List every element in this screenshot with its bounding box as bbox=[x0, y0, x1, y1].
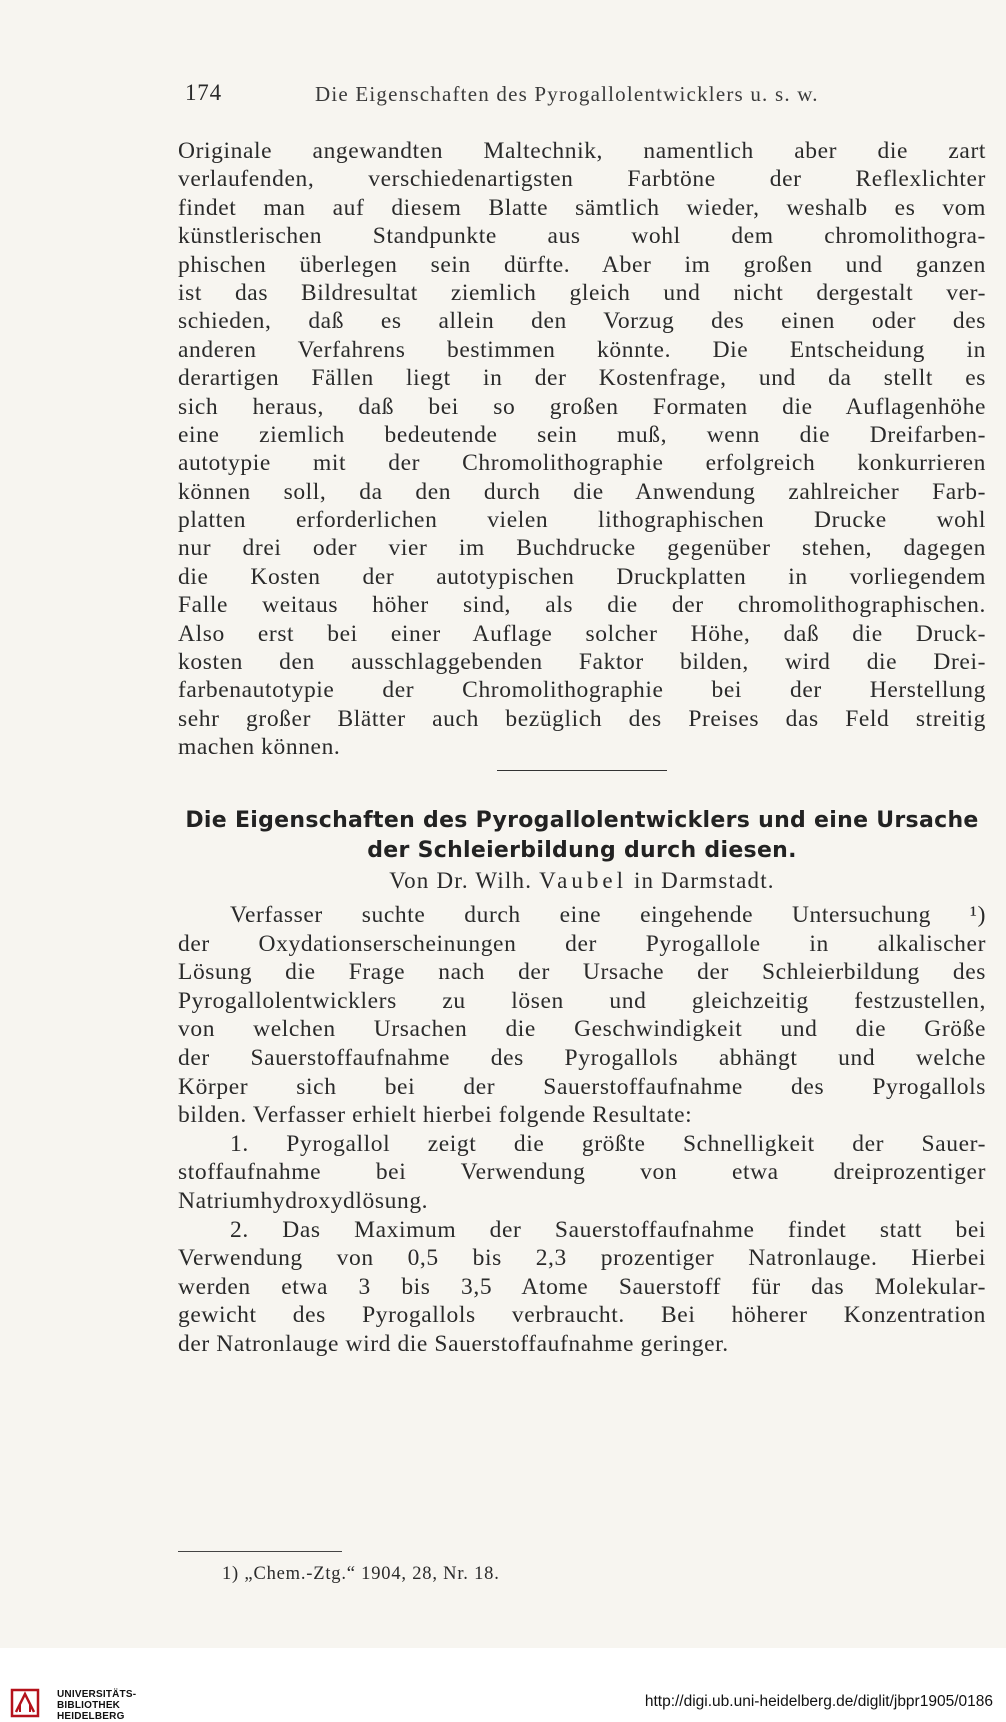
text-line: gewicht des Pyrogallols verbraucht. Bei höherer Konzentration bbox=[178, 1302, 986, 1329]
text-line: Verfasser suchte durch eine eingehende Untersuchung ¹) bbox=[230, 902, 986, 928]
footnote-divider bbox=[178, 1551, 342, 1552]
text-line: nur drei oder vier im Buchdrucke gegenüber stehen, dagegen bbox=[178, 535, 986, 562]
article-title-line-1: Die Eigenschaften des Pyrogallolentwicklers und eine Ursache bbox=[185, 808, 979, 833]
text-line: findet man auf diesem Blatte sämtlich wieder, weshalb es vom bbox=[178, 194, 986, 221]
article-title-line-2: der Schleierbildung durch diesen. bbox=[367, 838, 797, 863]
page-number: 174 bbox=[185, 80, 222, 105]
text-line: schieden, daß es allein den Vorzug des einen oder des bbox=[178, 308, 986, 335]
text-line: ist das Bildresultat ziemlich gleich und nicht dergestalt ver- bbox=[178, 279, 986, 306]
text-line: Verwendung von 0,5 bis 2,3 prozentiger Natronlauge. Hierbei bbox=[178, 1245, 986, 1272]
text-line: Körper sich bei der Sauerstoffaufnahme des Pyrogallols bbox=[178, 1073, 986, 1100]
text-line: werden etwa 3 bis 3,5 Atome Sauerstoff für das Molekular- bbox=[178, 1273, 986, 1300]
text-line: der Natronlauge wird die Sauerstoffaufnahme geringer. bbox=[178, 1330, 729, 1357]
text-line: autotypie mit der Chromolithographie erfolgreich konkurrieren bbox=[178, 450, 986, 477]
text-line: eine ziemlich bedeutende sein muß, wenn die Dreifarben- bbox=[178, 421, 986, 448]
text-line: können soll, da den durch die Anwendung zahlreicher Farb- bbox=[178, 478, 986, 505]
text-line: sich heraus, daß bei so großen Formaten die Auflagenhöhe bbox=[178, 393, 986, 420]
section-divider bbox=[497, 770, 667, 771]
running-title: Die Eigenschaften des Pyrogallolentwicklers u. s. w. bbox=[315, 82, 819, 106]
continued-paragraph bbox=[178, 137, 986, 762]
author-name: Vaubel bbox=[539, 868, 627, 893]
text-line: sehr großer Blätter auch bezüglich des Preises das Feld streitig bbox=[178, 705, 986, 732]
logo-line-2: BIBLIOTHEK bbox=[57, 1700, 121, 1711]
text-line: der Sauerstoffaufnahme des Pyrogallols abhängt und welche bbox=[178, 1044, 986, 1071]
text-line: der Oxydationserscheinungen der Pyrogallole in alkalischer bbox=[178, 930, 986, 957]
logo-line-1: UNIVERSITÄTS- bbox=[57, 1689, 137, 1700]
text-line: anderen Verfahrens bestimmen könnte. Die Entscheidung in bbox=[178, 336, 986, 363]
text-line: bilden. Verfasser erhielt hierbei folgende Resultate: bbox=[178, 1102, 693, 1129]
text-line: Pyrogallolentwicklers zu lösen und gleichzeitig festzustellen, bbox=[178, 987, 986, 1014]
text-line: 2. Das Maximum der Sauerstoffaufnahme findet statt bei bbox=[230, 1216, 986, 1243]
source-url-link[interactable]: http://digi.ub.uni-heidelberg.de/diglit/jbpr1905/0186 bbox=[644, 1693, 993, 1710]
article-author bbox=[178, 868, 986, 894]
text-line: platten erforderlichen vielen lithographischen Drucke wohl bbox=[178, 507, 986, 534]
text-line: Originale angewandten Maltechnik, namentlich aber die zart bbox=[178, 138, 986, 164]
text-line: Lösung die Frage nach der Ursache der Schleierbildung des bbox=[178, 959, 986, 986]
article-body bbox=[178, 901, 986, 1359]
text-line: Also erst bei einer Auflage solcher Höhe, daß die Druck- bbox=[178, 620, 986, 647]
footnote: 1) „Chem.-Ztg.“ 1904, 28, Nr. 18. bbox=[222, 1564, 500, 1584]
text-line: machen können. bbox=[178, 734, 341, 761]
text-line: kosten den ausschlaggebenden Faktor bilden, wird die Drei- bbox=[178, 649, 986, 676]
text-line: die Kosten der autotypischen Druckplatten in vorliegendem bbox=[178, 563, 986, 590]
text-line: Natriumhydroxydlösung. bbox=[178, 1187, 429, 1214]
library-logo-text bbox=[57, 1689, 136, 1722]
text-line: 1. Pyrogallol zeigt die größte Schnelligkeit der Sauer- bbox=[230, 1130, 986, 1157]
text-line: von welchen Ursachen die Geschwindigkeit und die Größe bbox=[178, 1016, 986, 1043]
text-line: Falle weitaus höher sind, als die der chromolithographischen. bbox=[178, 592, 986, 619]
text-line: derartigen Fällen liegt in der Kostenfrage, und da stellt es bbox=[178, 365, 986, 392]
logo-line-3: HEIDELBERG bbox=[57, 1711, 125, 1722]
library-logo-icon bbox=[10, 1688, 40, 1718]
article-title bbox=[178, 806, 986, 866]
author-suffix: in Darmstadt. bbox=[633, 868, 775, 893]
text-line: farbenautotypie der Chromolithographie bei der Herstellung bbox=[178, 677, 986, 704]
text-line: phischen überlegen sein dürfte. Aber im großen und ganzen bbox=[178, 251, 986, 278]
text-line: stoffaufnahme bei Verwendung von etwa dreiprozentiger bbox=[178, 1159, 986, 1186]
text-line: künstlerischen Standpunkte aus wohl dem chromolithogra- bbox=[178, 223, 986, 250]
text-line: verlaufenden, verschiedenartigsten Farbtöne der Reflexlichter bbox=[178, 166, 986, 193]
author-prefix: Von Dr. Wilh. bbox=[389, 868, 533, 893]
